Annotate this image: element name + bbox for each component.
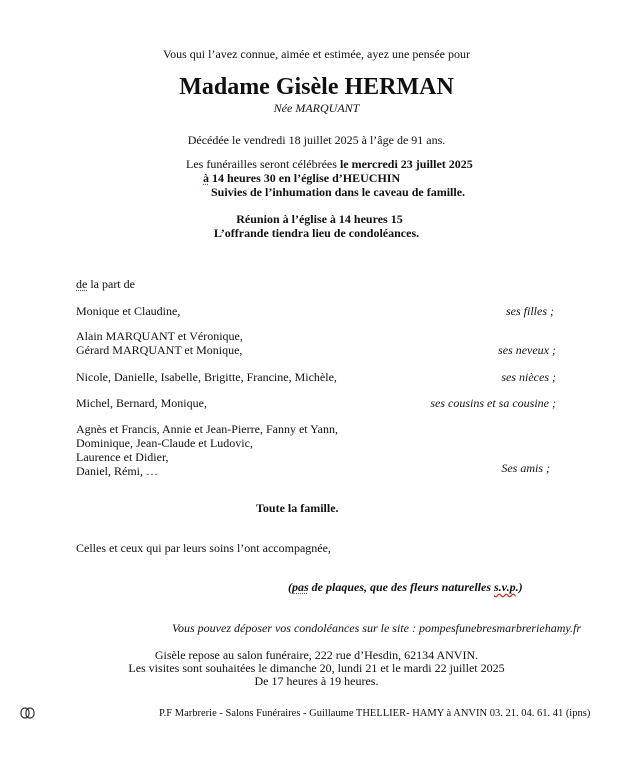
family-relation-5: Ses amis ; — [501, 461, 550, 475]
link-rings-icon — [20, 706, 36, 720]
family-names-4 — [76, 396, 207, 410]
family-line: Nicole, Danielle, Isabelle, Brigitte, Francine, Michèle, — [76, 370, 337, 384]
link-rings-icon — [20, 706, 36, 720]
family-names-3 — [76, 370, 337, 384]
family-line: Alain MARQUANT et Véronique, — [76, 329, 243, 343]
salon-line-1: Gisèle repose au salon funéraire, 222 rue d’Hesdin, 62134 ANVIN. — [154, 648, 479, 662]
burial-line: Suivies de l’inhumation dans le caveau de famille. — [211, 185, 466, 199]
footer-line: P.F Marbrerie - Salons Funéraires - Guillaume THELLIER- HAMY à ANVIN 03. 21. 04. 61. 41 (ipns) — [159, 708, 591, 719]
family-line: Dominique, Jean-Claude et Ludovic, — [76, 436, 253, 450]
family-relation-2: ses neveux ; — [498, 343, 556, 357]
family-line: Gérard MARQUANT et Monique, — [76, 343, 243, 357]
family-names-1 — [76, 304, 180, 318]
paren-open: ( — [288, 580, 292, 594]
offrande-line: L’offrande tiendra lieu de condoléances. — [213, 226, 420, 240]
funeral-line-1 — [186, 157, 473, 171]
reunion-line: Réunion à l’église à 14 heures 15 — [236, 212, 403, 226]
flowers-text: de plaques, que des fleurs naturelles — [308, 580, 495, 594]
de-la-part — [76, 277, 135, 291]
whole-family: Toute la famille. — [256, 501, 339, 515]
family-names-5 — [76, 422, 338, 478]
family-line: Monique et Claudine, — [76, 304, 181, 318]
family-relation-1: ses filles ; — [506, 304, 554, 318]
de-word: de — [76, 277, 88, 291]
caregivers-line: Celles et ceux qui par leurs soins l’ont accompagnée, — [76, 541, 331, 555]
intro-text: Vous qui l’avez connue, aimée et estimée, ayez une pensée pour — [163, 47, 470, 61]
family-line: Laurence et Didier, — [76, 450, 169, 464]
salon-line-3: De 17 heures à 19 heures. — [254, 674, 379, 688]
funeral-time-place: 14 heures 30 en l’église d’HEUCHIN — [209, 171, 401, 185]
pas-word: pas — [292, 580, 309, 594]
flowers-note — [288, 580, 523, 594]
svp-word: s.v.p — [494, 580, 516, 594]
la-part-de: la part de — [87, 277, 135, 291]
family-line: Agnès et Francis, Annie et Jean-Pierre, Fanny et Yann, — [76, 422, 338, 436]
family-relation-4: ses cousins et sa cousine ; — [430, 396, 556, 410]
family-line: Michel, Bernard, Monique, — [76, 396, 207, 410]
family-line: Daniel, Rémi, … — [76, 464, 158, 478]
funeral-intro: Les funérailles seront célébrées — [186, 157, 340, 171]
family-relation-3: ses nièces ; — [501, 370, 556, 384]
funeral-a: à — [203, 171, 209, 185]
family-names-2 — [76, 329, 243, 357]
funeral-line-2 — [203, 171, 400, 185]
salon-line-2: Les visites sont souhaitées le dimanche 20, lundi 21 et le mardi 22 juillet 2025 — [128, 661, 505, 675]
funeral-date: le mercredi 23 juillet 2025 — [339, 157, 473, 171]
death-notice: Décédée le vendredi 18 juillet 2025 à l’âge de 91 ans. — [187, 133, 446, 147]
deceased-name: Madame Gisèle HERMAN — [179, 74, 454, 100]
paren-close: .) — [515, 580, 523, 594]
condolences-line: Vous pouvez déposer vos condoléances sur le site : pompesfunebresmarbreriehamy.fr — [172, 621, 582, 635]
maiden-name: Née MARQUANT — [273, 101, 360, 115]
